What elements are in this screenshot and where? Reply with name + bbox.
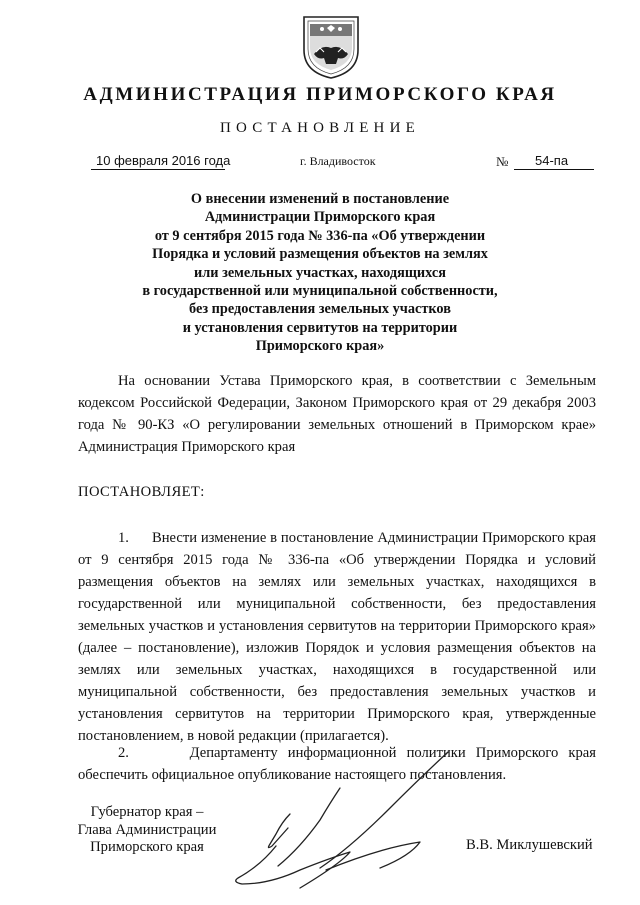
title-line: в государственной или муниципальной собственности,	[142, 283, 498, 300]
title-line: без предоставления земельных участков	[189, 301, 451, 318]
resolve-heading: ПОСТАНОВЛЯЕТ:	[78, 484, 205, 500]
handwritten-signature	[230, 748, 480, 898]
date-underline	[91, 169, 225, 170]
document-date: 10 февраля 2016 года	[96, 153, 231, 168]
title-line: от 9 сентября 2015 года № 336-па «Об утверждении	[154, 227, 486, 244]
organization-heading: АДМИНИСТРАЦИЯ ПРИМОРСКОГО КРАЯ	[83, 84, 557, 105]
item-1-paragraph	[78, 527, 596, 747]
preamble-paragraph: На основании Устава Приморского края, в соответствии с Земельным кодексом Российской Федерации, Законом Приморского края от 29 декабря 2003 года № 90-КЗ «О регулировании земельных отношений в Приморском крае» Администрация Приморского края	[78, 373, 596, 455]
item-number: 2.	[118, 745, 129, 761]
position-line: Губернатор края –	[90, 804, 204, 820]
item-text: Внести изменение в постановление Администрации Приморского края от 9 сентября 2015 года № 336-па «Об утверждении Порядка и условий размещения объектов на землях или земельных участках, находящихся в государственной или муниципальной собственности, без предоставления земельных участков и установления сервитутов на территории Приморского края» (далее – постановление), изложив Порядок и условия размещения объектов на землях или земельных участках, находящихся в государственной или муниципальной собственности, без предоставления земельных участков и установления сервитутов на территории Приморского края, утвержденные постановлением, в новой редакции (прилагается).	[78, 530, 596, 744]
title-line: или земельных участках, находящихся	[194, 264, 446, 281]
position-line: Глава Администрации	[77, 821, 217, 838]
coat-of-arms-emblem	[300, 14, 362, 80]
signatory-position	[72, 804, 222, 857]
item-number: 1.	[118, 530, 129, 546]
document-number: 54-па	[535, 153, 569, 168]
number-underline	[514, 169, 594, 170]
title-line: Администрации Приморского края	[204, 209, 436, 226]
position-line: Приморского края	[90, 839, 204, 855]
number-label: №	[496, 154, 509, 169]
item-text: Департаменту информационной политики Приморского края обеспечить официальное опубликование настоящего постановления.	[78, 745, 597, 783]
signatory-name: В.В. Миклушевский	[466, 837, 593, 853]
title-line: Приморского края»	[255, 338, 385, 355]
document-title	[110, 190, 530, 356]
title-line: О внесении изменений в постановление	[190, 191, 450, 207]
document-city: г. Владивосток	[300, 154, 376, 168]
title-line: Порядка и условий размещения объектов на землях	[152, 246, 488, 263]
document-type: ПОСТАНОВЛЕНИЕ	[220, 120, 420, 136]
title-line: и установления сервитутов на территории	[182, 319, 458, 336]
